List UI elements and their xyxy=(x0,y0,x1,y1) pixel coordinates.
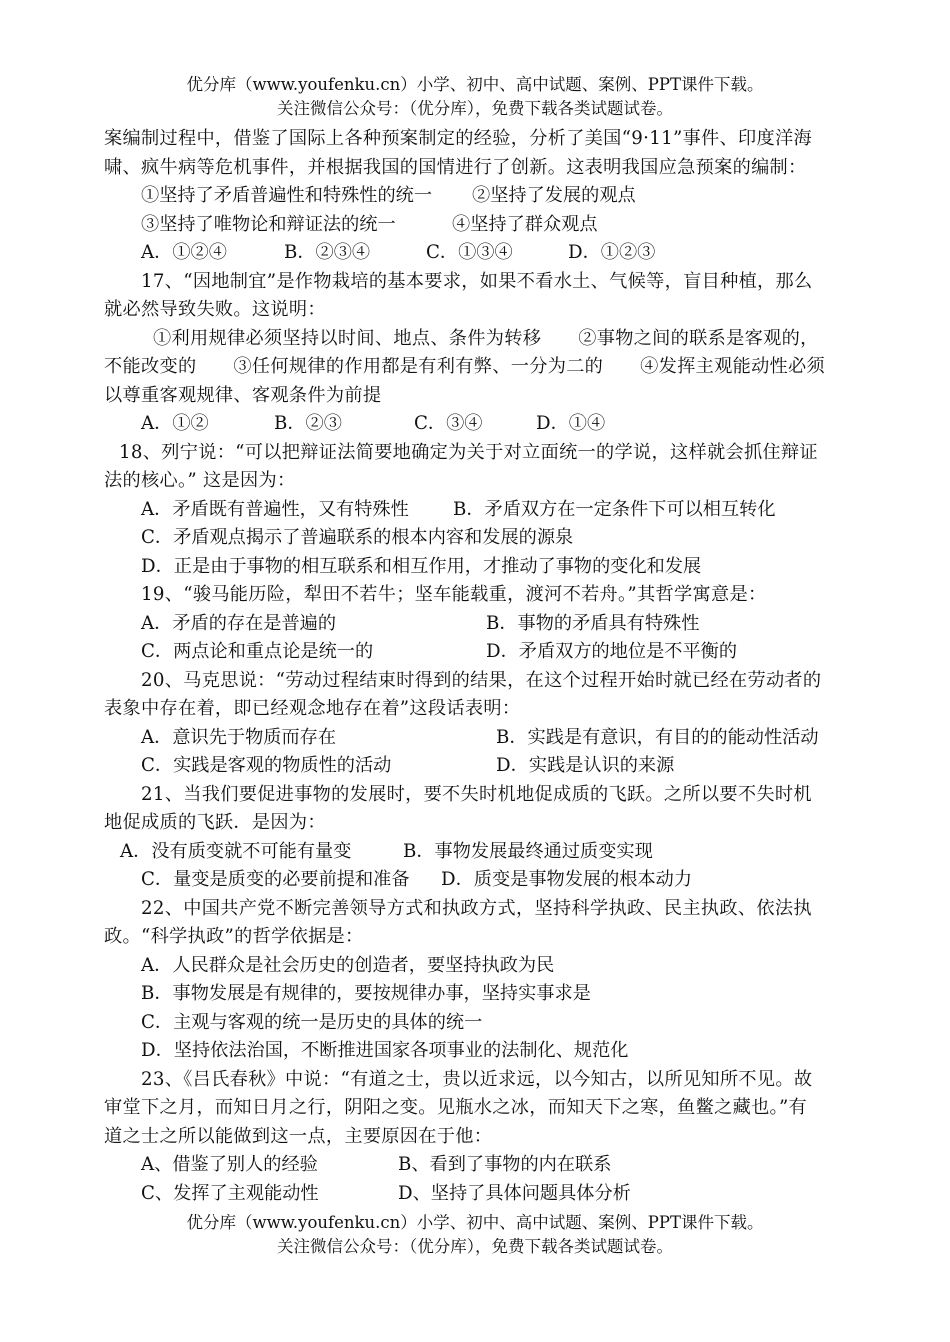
q18-option-c: C．矛盾观点揭示了普遍联系的根本内容和发展的源泉 xyxy=(141,527,574,548)
q17-option-d: D．①④ xyxy=(536,413,606,434)
q19-stem: 19、“骏马能历险，犁田不若牛；坚车能载重，渡河不若舟。”其哲学寓意是： xyxy=(141,584,767,605)
q16-item-2: ②坚持了发展的观点 xyxy=(472,185,636,206)
q19-option-b: B．事物的矛盾具有特殊性 xyxy=(486,613,700,634)
q21-option-d: D．质变是事物发展的根本动力 xyxy=(441,869,693,890)
q16-option-d: D．①②③ xyxy=(568,242,656,263)
q20-option-c: C．实践是客观的物质性的活动 xyxy=(141,755,392,776)
q17-items-1: ①利用规律必须坚持以时间、地点、条件为转移 ②事物之间的联系是客观的， xyxy=(153,328,819,349)
header-line-1: 优分库（www.youfenku.cn）小学、初中、高中试题、案例、PPT课件下载。 xyxy=(186,75,764,94)
header-line-2: 关注微信公众号：（优分库），免费下载各类试题试卷。 xyxy=(277,99,673,118)
q18-stem-2: 法的核心。” 这是因为： xyxy=(104,470,296,491)
q23-option-a: A、借鉴了别人的经验 xyxy=(141,1154,318,1175)
q16-option-c: C．①③④ xyxy=(426,242,513,263)
q20-option-b: B．实践是有意识，有目的的能动性活动 xyxy=(496,727,819,748)
q21-stem-1: 21、当我们要促进事物的发展时，要不失时机地促成质的飞跃。之所以要不失时机 xyxy=(141,784,812,805)
q16-option-a: A．①②④ xyxy=(141,242,227,263)
q23-stem-2: 审堂下之月，而知日月之行，阴阳之变。见瓶水之冰，而知天下之寒，鱼鳖之藏也。”有 xyxy=(104,1097,808,1118)
q16-continuation-1: 案编制过程中，借鉴了国际上各种预案制定的经验，分析了美国“9·11”事件、印度洋海 xyxy=(104,128,812,149)
q23-stem-3: 道之士之所以能做到这一点，主要原因在于他： xyxy=(104,1126,493,1147)
q22-option-c: C．主观与客观的统一是历史的具体的统一 xyxy=(141,1012,483,1033)
q16-item-1: ①坚持了矛盾普遍性和特殊性的统一 xyxy=(141,185,433,206)
q23-option-c: C、发挥了主观能动性 xyxy=(141,1183,319,1204)
q19-option-d: D．矛盾双方的地位是不平衡的 xyxy=(486,641,738,662)
q23-stem-1: 23、《吕氏春秋》中说：“有道之士，贵以近求远，以今知古，以所见知所不见。故 xyxy=(141,1069,813,1090)
q18-stem-1: 18、列宁说：“可以把辩证法简要地确定为关于对立面统一的学说，这样就会抓住辩证 xyxy=(119,442,818,463)
q18-option-a: A．矛盾既有普遍性，又有特殊性 xyxy=(141,499,409,520)
q23-option-b: B、看到了事物的内在联系 xyxy=(398,1154,612,1175)
q22-option-a: A．人民群众是社会历史的创造者，要坚持执政为民 xyxy=(141,955,555,976)
q23-option-d: D、坚持了具体问题具体分析 xyxy=(398,1183,631,1204)
q16-continuation-2: 啸、疯牛病等危机事件，并根据我国的国情进行了创新。这表明我国应急预案的编制： xyxy=(104,157,807,178)
q21-option-b: B．事物发展最终通过质变实现 xyxy=(403,841,653,862)
q19-option-a: A．矛盾的存在是普遍的 xyxy=(141,613,337,634)
q20-stem-2: 表象中存在着，即已经观念地存在着”这段话表明： xyxy=(104,698,521,719)
q17-option-c: C．③④ xyxy=(414,413,483,434)
q21-option-a: A．没有质变就不可能有量变 xyxy=(120,841,352,862)
q20-option-d: D．实践是认识的来源 xyxy=(496,755,675,776)
q16-item-4: ④坚持了群众观点 xyxy=(452,214,598,235)
q16-option-b: B．②③④ xyxy=(284,242,371,263)
q17-stem-2: 就必然导致失败。这说明： xyxy=(104,299,326,320)
q20-option-a: A．意识先于物质而存在 xyxy=(141,727,337,748)
q17-items-2: 不能改变的 ③任何规律的作用都是有利有弊、一分为二的 ④发挥主观能动性必须 xyxy=(104,356,826,377)
q17-stem-1: 17、“因地制宜”是作物栽培的基本要求，如果不看水土、气候等，盲目种植，那么 xyxy=(141,271,813,292)
q17-items-3: 以尊重客观规律、客观条件为前提 xyxy=(104,385,382,406)
q21-option-c: C．量变是质变的必要前提和准备 xyxy=(141,869,410,890)
q22-option-d: D．坚持依法治国，不断推进国家各项事业的法制化、规范化 xyxy=(141,1040,629,1061)
q21-stem-2: 地促成质的飞跃．是因为： xyxy=(104,812,326,833)
q17-option-a: A．①② xyxy=(141,413,209,434)
q17-option-b: B．②③ xyxy=(274,413,342,434)
q20-stem-1: 20、马克思说：“劳动过程结束时得到的结果，在这个过程开始时就已经在劳动者的 xyxy=(141,670,822,691)
q19-option-c: C．两点论和重点论是统一的 xyxy=(141,641,374,662)
q16-item-3: ③坚持了唯物论和辩证法的统一 xyxy=(141,214,396,235)
footer-line-2: 关注微信公众号：（优分库），免费下载各类试题试卷。 xyxy=(277,1237,673,1256)
q22-stem-2: 政。“科学执政”的哲学依据是： xyxy=(104,926,364,947)
q22-option-b: B．事物发展是有规律的，要按规律办事，坚持实事求是 xyxy=(141,983,591,1004)
q18-option-d: D．正是由于事物的相互联系和相互作用，才推动了事物的变化和发展 xyxy=(141,556,702,577)
q18-option-b: B．矛盾双方在一定条件下可以相互转化 xyxy=(453,499,776,520)
footer-line-1: 优分库（www.youfenku.cn）小学、初中、高中试题、案例、PPT课件下载。 xyxy=(186,1213,764,1232)
q22-stem-1: 22、中国共产党不断完善领导方式和执政方式，坚持科学执政、民主执政、依法执 xyxy=(141,898,812,919)
